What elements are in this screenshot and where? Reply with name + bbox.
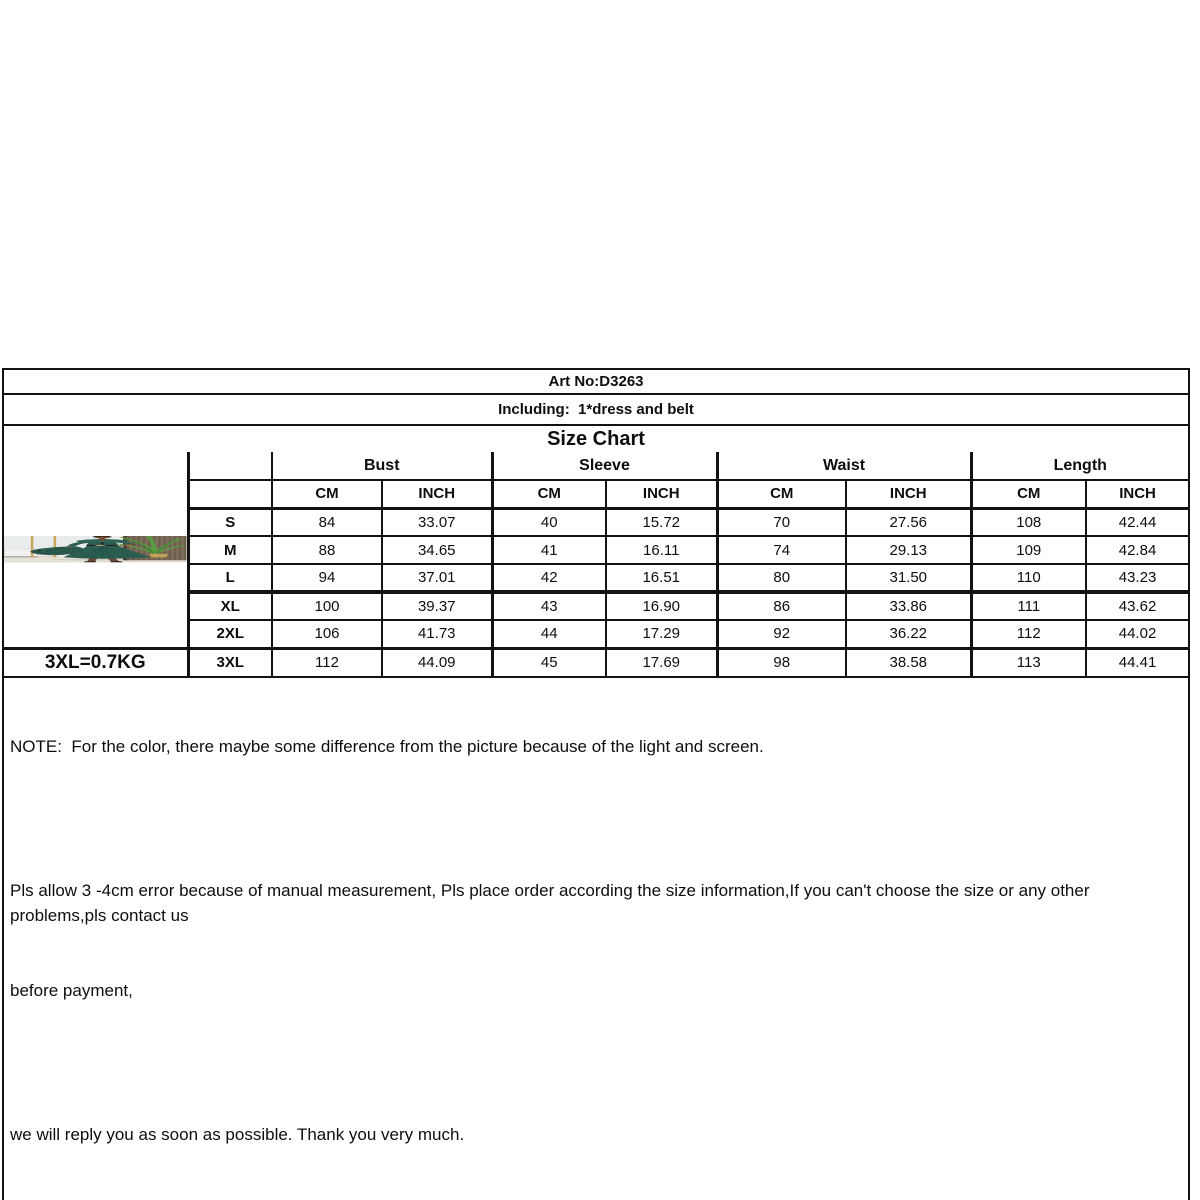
size-cell: M <box>188 536 272 564</box>
product-photo <box>4 536 187 563</box>
value-cell: 111 <box>971 592 1086 620</box>
value-cell: 15.72 <box>606 508 717 536</box>
unit-header: CM <box>971 480 1086 508</box>
value-cell: 38.58 <box>846 648 971 677</box>
size-column-header <box>188 452 272 480</box>
value-cell: 74 <box>717 536 846 564</box>
value-cell: 44.41 <box>1086 648 1188 677</box>
value-cell: 44.09 <box>382 648 492 677</box>
group-header-waist: Waist <box>717 452 971 480</box>
unit-header: CM <box>272 480 382 508</box>
value-cell: 43.23 <box>1086 564 1188 592</box>
value-cell: 42.44 <box>1086 508 1188 536</box>
value-cell: 98 <box>717 648 846 677</box>
value-cell: 41.73 <box>382 620 492 648</box>
value-cell: 110 <box>971 564 1086 592</box>
value-cell: 106 <box>272 620 382 648</box>
value-cell: 16.90 <box>606 592 717 620</box>
size-cell: S <box>188 508 272 536</box>
unit-header: CM <box>717 480 846 508</box>
value-cell: 31.50 <box>846 564 971 592</box>
note-gap <box>10 809 1180 828</box>
value-cell: 112 <box>971 620 1086 648</box>
unit-header: INCH <box>382 480 492 508</box>
note-line-measurement: Pls allow 3 -4cm error because of manual measurement, Pls place order according the size information,If you can't choose the size or any other problems,pls contact us <box>10 881 1095 925</box>
table-row-3xl <box>4 648 1188 677</box>
value-cell: 112 <box>272 648 382 677</box>
value-cell: 86 <box>717 592 846 620</box>
value-cell: 43 <box>492 592 606 620</box>
value-cell: 109 <box>971 536 1086 564</box>
size-chart-sheet <box>2 368 1190 1200</box>
unit-header: INCH <box>606 480 717 508</box>
value-cell: 17.69 <box>606 648 717 677</box>
notes-section <box>4 678 1188 1200</box>
art-no-text: Art No:D3263 <box>548 373 644 390</box>
value-cell: 39.37 <box>382 592 492 620</box>
group-header-sleeve: Sleeve <box>492 452 717 480</box>
value-cell: 41 <box>492 536 606 564</box>
value-cell: 44 <box>492 620 606 648</box>
value-cell: 43.62 <box>1086 592 1188 620</box>
value-cell: 94 <box>272 564 382 592</box>
size-cell: XL <box>188 592 272 620</box>
size-chart-title-row <box>4 426 1188 452</box>
floor-shadow <box>52 559 147 561</box>
size-cell: 2XL <box>188 620 272 648</box>
size-chart-title: Size Chart <box>547 427 645 450</box>
group-header-length: Length <box>971 452 1188 480</box>
group-header-bust: Bust <box>272 452 492 480</box>
value-cell: 88 <box>272 536 382 564</box>
value-cell: 40 <box>492 508 606 536</box>
value-cell: 27.56 <box>846 508 971 536</box>
value-cell: 17.29 <box>606 620 717 648</box>
value-cell: 92 <box>717 620 846 648</box>
value-cell: 108 <box>971 508 1086 536</box>
value-cell: 34.65 <box>382 536 492 564</box>
value-cell: 70 <box>717 508 846 536</box>
note-line-reply: we will reply you as soon as possible. Thank you very much. <box>10 1125 465 1144</box>
unit-header: CM <box>492 480 606 508</box>
note-gap <box>10 1053 1180 1072</box>
including-row <box>4 395 1188 426</box>
model-belt <box>86 545 118 546</box>
value-cell: 113 <box>971 648 1086 677</box>
size-table <box>4 452 1188 678</box>
value-cell: 100 <box>272 592 382 620</box>
including-text: Including: 1*dress and belt <box>498 401 694 418</box>
note-line-color: NOTE: For the color, there maybe some difference from the picture because of the light and screen. <box>10 737 764 756</box>
value-cell: 16.51 <box>606 564 717 592</box>
value-cell: 45 <box>492 648 606 677</box>
value-cell: 33.07 <box>382 508 492 536</box>
size-cell: L <box>188 564 272 592</box>
unit-header: INCH <box>846 480 971 508</box>
art-no-row <box>4 370 1188 395</box>
value-cell: 80 <box>717 564 846 592</box>
size-cell: 3XL <box>188 648 272 677</box>
note-line-before-payment: before payment, <box>10 981 133 1000</box>
value-cell: 42.84 <box>1086 536 1188 564</box>
value-cell: 29.13 <box>846 536 971 564</box>
value-cell: 44.02 <box>1086 620 1188 648</box>
weight-note-cell: 3XL=0.7KG <box>4 648 188 677</box>
group-header-row <box>4 452 1188 480</box>
value-cell: 16.11 <box>606 536 717 564</box>
value-cell: 84 <box>272 508 382 536</box>
value-cell: 33.86 <box>846 592 971 620</box>
units-blank-cell <box>188 480 272 508</box>
product-photo-cell <box>4 452 188 648</box>
value-cell: 42 <box>492 564 606 592</box>
value-cell: 36.22 <box>846 620 971 648</box>
value-cell: 37.01 <box>382 564 492 592</box>
unit-header: INCH <box>1086 480 1188 508</box>
